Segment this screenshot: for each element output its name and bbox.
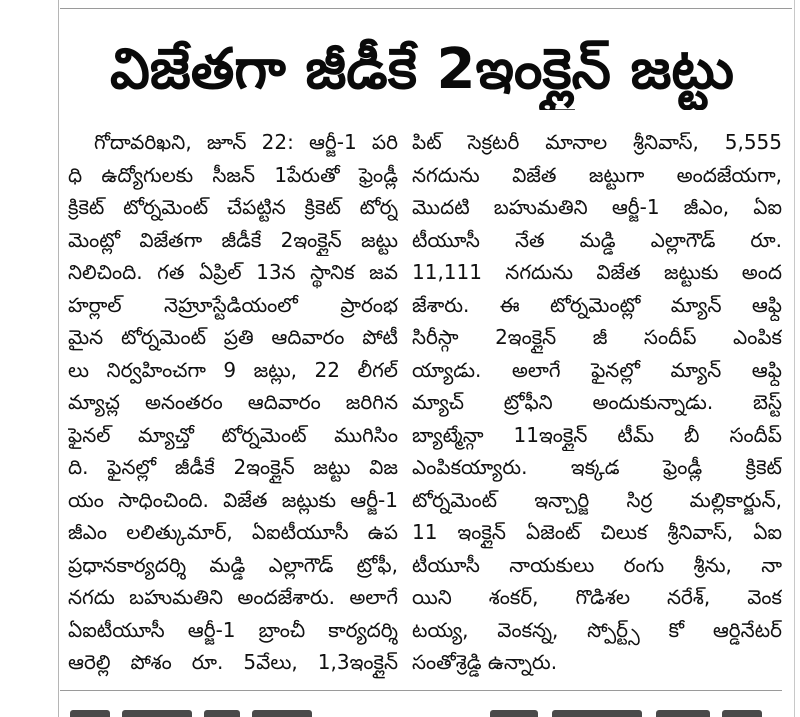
cropped-glyph-mark (70, 710, 110, 717)
top-rule (60, 8, 792, 9)
cropped-glyph-mark (722, 710, 762, 717)
text-line: టీయూసీ నేత మడ్డి ఎల్లాగౌడ్ రూ. (412, 227, 782, 252)
text-line: య్యాడు. అలాగే ఫైనల్లో మ్యాన్ ఆఫ్ది (412, 357, 782, 382)
text-line: ఎంపికయ్యారు. ఇక్కడ ఫ్రెండ్లీ క్రికెట్ (412, 455, 782, 479)
text-line: ప్రధానకార్యదర్శి మడ్డి ఎల్లాగౌడ్ ట్రోఫీ, (68, 552, 398, 577)
text-line: టీయూసీ నాయకులు రంగు శ్రీను, నా (412, 552, 782, 577)
text-line: హర్లాల్ నెహ్రూస్టేడియంలో ప్రారంభ (68, 292, 398, 317)
cropped-glyph-mark (204, 710, 240, 717)
bottom-rule (60, 690, 782, 691)
text-line: 11 ఇంక్లైన్ ఏజెంట్ చిలుక శ్రీనివాస్, ఏఐ (412, 520, 782, 544)
right-column-rule (794, 0, 795, 717)
text-line: ది. ఫైనల్లో జీడీకే 2ఇంక్లైన్ జట్టు విజ (68, 455, 398, 479)
text-line: మ్యాచ్ ట్రోఫీని అందుకున్నాడు. బెస్ట్ (412, 390, 782, 414)
article-headline: విజేతగా జీడీకే 2ఇంక్లైన్ జట్టు (109, 37, 735, 102)
text-line: బ్యాట్మేన్గా 11ఇంక్లైన్ టీమ్ బీ సందీప్ (412, 422, 782, 447)
cropped-glyph-mark (490, 710, 538, 717)
text-line: జేశారు. ఈ టోర్నమెంట్లో మ్యాన్ ఆఫ్ది (412, 292, 782, 317)
text-line: నిలిచింది. గత ఏప్రిల్ 13న స్థానిక జవ (68, 260, 398, 284)
text-line: టయ్య, వెంకన్న, స్పోర్ట్స్ కో ఆర్డినేటర్ (412, 617, 782, 642)
text-line: టోర్నమెంట్ ఇన్చార్జి సిర్ర మల్లికార్జున్, (412, 487, 782, 512)
cropped-glyph-mark (122, 710, 192, 717)
text-line: నగదు బహుమతిని అందజేశారు. అలాగే (68, 585, 398, 609)
text-line: మ్యాచ్ల అనంతరం ఆదివారం జరిగిన (68, 390, 398, 414)
cropped-next-article-strip (70, 706, 770, 717)
text-line: మొదటి బహుమతిని ఆర్జీ-1 జీఎం, ఏఐ (412, 195, 782, 219)
text-line: 11,111 నగదును విజేత జట్టుకు అంద (412, 260, 782, 284)
text-line: ఏఐటీయూసీ ఆర్జీ-1 బ్రాంచీ కార్యదర్శి (68, 617, 398, 642)
text-line: ఫైనల్ మ్యాచ్తో టోర్నమెంట్ ముగిసిం (68, 422, 398, 447)
text-line: మైన టోర్నమెంట్ ప్రతి ఆదివారం పోటీ (68, 325, 398, 349)
text-line: యం సాధించింది. విజేత జట్లుకు ఆర్జీ-1 (68, 487, 398, 512)
text-line: లు నిర్వహించగా 9 జట్లు, 22 లీగల్ (68, 357, 398, 382)
text-line: క్రికెట్ టోర్నమెంట్ చేపట్టిన క్రికెట్ టోర్న (68, 195, 398, 219)
text-line: గోదావరిఖని, జూన్ 22: ఆర్జీ-1 పరి (94, 130, 398, 154)
text-line: సంతోశ్రెడ్డి ఉన్నారు. (412, 650, 558, 674)
text-line: నగదును విజేత జట్టుగా అందజేయగా, (412, 162, 782, 187)
cropped-glyph-mark (656, 710, 710, 717)
text-line: యిని శంకర్, గొడిశల నరేశ్, వెంక (412, 585, 782, 609)
cropped-glyph-mark (552, 710, 642, 717)
text-line: జీఎం లలిత్కుమార్, ఏఐటీయూసీ ఉప (68, 520, 398, 544)
article-column-right (412, 126, 782, 679)
text-line: ధి ఉద్యోగులకు సీజన్ 1పేరుతో ఫ్రెండ్లీ (68, 162, 398, 187)
text-line: మెంట్లో విజేతగా జీడీకే 2ఇంక్లైన్ జట్టు (68, 227, 398, 252)
text-line: పిట్ సెక్రటరీ మానాల శ్రీనివాస్, 5,555 (412, 130, 782, 154)
cropped-glyph-mark (252, 710, 312, 717)
text-line: సిరీస్గా 2ఇంక్లైన్ జీ సందీప్ ఎంపిక (412, 325, 782, 349)
text-line: ఆరెల్లి పోశం రూ. 5వేలు, 1,3ఇంక్లైన్ (68, 650, 398, 674)
article-column-left (68, 126, 398, 679)
left-column-rule (58, 0, 59, 717)
